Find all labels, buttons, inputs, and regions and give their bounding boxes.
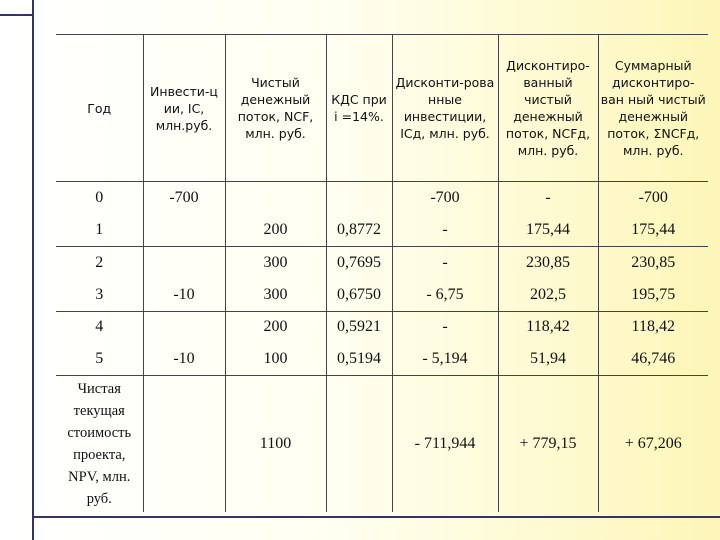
cell-kds: 0,8772 [326,214,392,246]
cell-kds [326,182,392,214]
top-border-line [0,14,34,16]
cell-sum: 195,75 [598,279,708,311]
cell-ncfd: - [498,182,598,214]
cell-icd: - 6,75 [392,279,498,311]
cell-ic [143,214,225,246]
cell-ncf: 200 [225,214,326,246]
cell-ncfd: 118,42 [498,311,598,343]
cell-ic: -10 [143,343,225,375]
cell-ic [143,311,225,343]
cell-kds: 0,7695 [326,246,392,278]
cell-sum: 230,85 [598,246,708,278]
header-discount-factor: КДС при i =14%. [326,35,392,182]
header-discounted-investments: Дисконти-рова нные инвестиции, ICд, млн. руб. [392,35,498,182]
header-row [56,35,708,182]
cell-kds: 0,6750 [326,279,392,311]
cell-ncf: 200 [225,311,326,343]
npv-kds [326,376,392,512]
table-row [56,182,708,214]
npv-ncf: 1100 [225,376,326,512]
cell-year: 3 [56,279,143,311]
cell-ncfd: 51,94 [498,343,598,375]
cell-icd: -700 [392,182,498,214]
npv-row [56,376,708,512]
table-row [56,246,708,278]
table-row [56,214,708,246]
npv-calculation-table [56,34,708,512]
header-investments: Инвести-ц ии, IC, млн.руб. [143,35,225,182]
cell-ncf: 100 [225,343,326,375]
header-cumulative-discounted-flow: Суммарный дисконтиро-ван ный чистый денежный поток, ΣNCFд, млн. руб. [598,35,708,182]
cell-icd: - [392,246,498,278]
cell-year: 2 [95,253,104,271]
npv-icd: - 711,944 [392,376,498,512]
cell-icd: - [392,214,498,246]
header-discounted-cash-flow: Дисконтиро-ванный чистый денежный поток, NCFд, млн. руб. [498,35,598,182]
cell-ncfd: 175,44 [498,214,598,246]
cell-sum: 175,44 [598,214,708,246]
cell-ic: -10 [143,279,225,311]
cell-sum: 118,42 [598,311,708,343]
cell-icd: - [392,311,498,343]
cell-year: 4 [95,318,104,336]
cell-year: 0 [95,188,104,206]
npv-ncfd: + 779,15 [498,376,598,512]
cell-sum: -700 [598,182,708,214]
cell-ic [143,246,225,278]
left-border-line [32,0,34,540]
cell-ncf: 300 [225,279,326,311]
cell-sum: 46,746 [598,343,708,375]
header-net-cash-flow: Чистый денежный поток, NCF, млн. руб. [225,35,326,182]
cell-icd: - 5,194 [392,343,498,375]
npv-sum: + 67,206 [598,376,708,512]
cell-kds: 0,5921 [326,311,392,343]
cell-year: 1 [56,214,143,246]
cell-ncf: 300 [225,246,326,278]
table-row [56,311,708,343]
cell-ncf [225,182,326,214]
table-row [56,279,708,311]
bottom-border-line [32,516,720,518]
npv-label: Чистая текущая стоимость проекта, NPV, млн. руб. [67,381,132,508]
cell-year: 5 [56,343,143,375]
table-row [56,343,708,375]
cell-ncfd: 230,85 [498,246,598,278]
cell-kds: 0,5194 [326,343,392,375]
header-year: Год [56,35,143,182]
npv-ic [143,376,225,512]
cell-ncfd: 202,5 [498,279,598,311]
cell-ic: -700 [143,182,225,214]
